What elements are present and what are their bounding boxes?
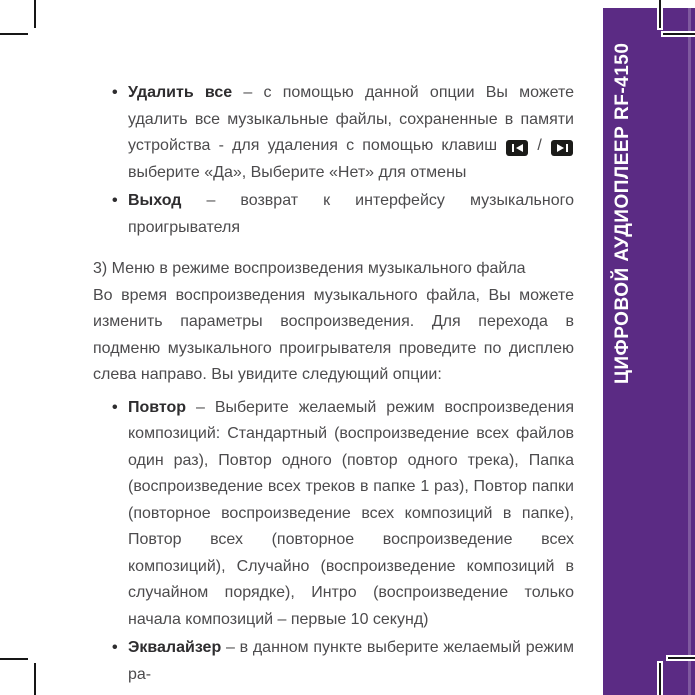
bullet-text-after-icons: выберите «Да», Выберите «Нет» для отмены [128,163,467,181]
bullet-text-exit: – возврат к интерфейсу музыкального проигрывателя [128,192,574,236]
bullet-icon: • [112,398,118,416]
crop-mark-top-left-horizontal [0,33,28,35]
bullet-item-delete-all [93,80,574,186]
bullet-icon: • [112,639,118,656]
crop-mark-top-right-horizontal [663,33,695,35]
crop-mark-bottom-right-vertical [659,663,661,695]
bullet-item-exit [93,188,574,241]
bullet-lead-equalizer: Эквалайзер [128,639,222,656]
bullet-text-repeat: – Выберите желаемый режим воспроизведения композиций: Стандартный (воспроизведение всех файлов один раз), Повтор одного (повтор одного трека), Папка (воспроизведение всех треков в папке 1 раз), Повтор папки (повторное воспроизведение всех композиций в папке), Повтор всех (повторное воспроизведение всех композиций), Случайно (воспроизведение композиций в случайном порядке), Интро (воспроизведение только начала композиций – первые 10 секунд) [128,398,574,628]
bullet-icon: • [112,192,118,209]
bullet-list-top [93,80,574,241]
crop-mark-bottom-left-horizontal [0,658,28,660]
icon-bar [566,144,568,152]
bullet-item-repeat [93,395,574,634]
sidebar-edge-highlight [688,8,691,695]
sidebar-label: ЦИФРОВОЙ АУДИОПЛЕЕР RF-4150 [612,42,633,384]
icon-triangle-right [557,144,564,152]
bullet-list-bottom [93,395,574,689]
bullet-text-before-icons: – с помощью данной опции Вы можете удалить все музыкальные файлы, сохраненные в памяти устройства - для удаления с помощью клавиш [128,84,574,154]
icon-bar [512,144,514,152]
crop-mark-top-left-vertical [34,0,36,28]
bullet-item-equalizer [93,635,574,688]
content-column [93,80,574,690]
crop-mark-top-right-vertical [659,0,661,28]
previous-track-icon [506,140,528,156]
next-track-icon [551,140,573,156]
crop-mark-bottom-left-vertical [34,663,36,695]
bullet-icon: • [112,84,118,101]
bullet-lead-exit: Выход [128,192,182,209]
bullet-lead-delete-all: Удалить все [128,84,233,101]
bullet-lead-repeat: Повтор [128,398,187,416]
section-block [93,256,574,389]
icon-triangle-left [516,144,523,152]
section-heading: 3) Меню в режиме воспроизведения музыкального файла [93,260,526,277]
crop-mark-bottom-right-horizontal [668,657,695,659]
section-paragraph: Во время воспроизведения музыкального файла, Вы можете изменить параметры воспроизведения. Для перехода в подменю музыкального проигрывателя проведите по дисплею слева направо. Вы увидите следующий опции: [93,286,574,383]
icon-separator: / [529,137,550,154]
bullet-text-equalizer: – в данном пункте выберите желаемый режим ра- [128,639,574,683]
